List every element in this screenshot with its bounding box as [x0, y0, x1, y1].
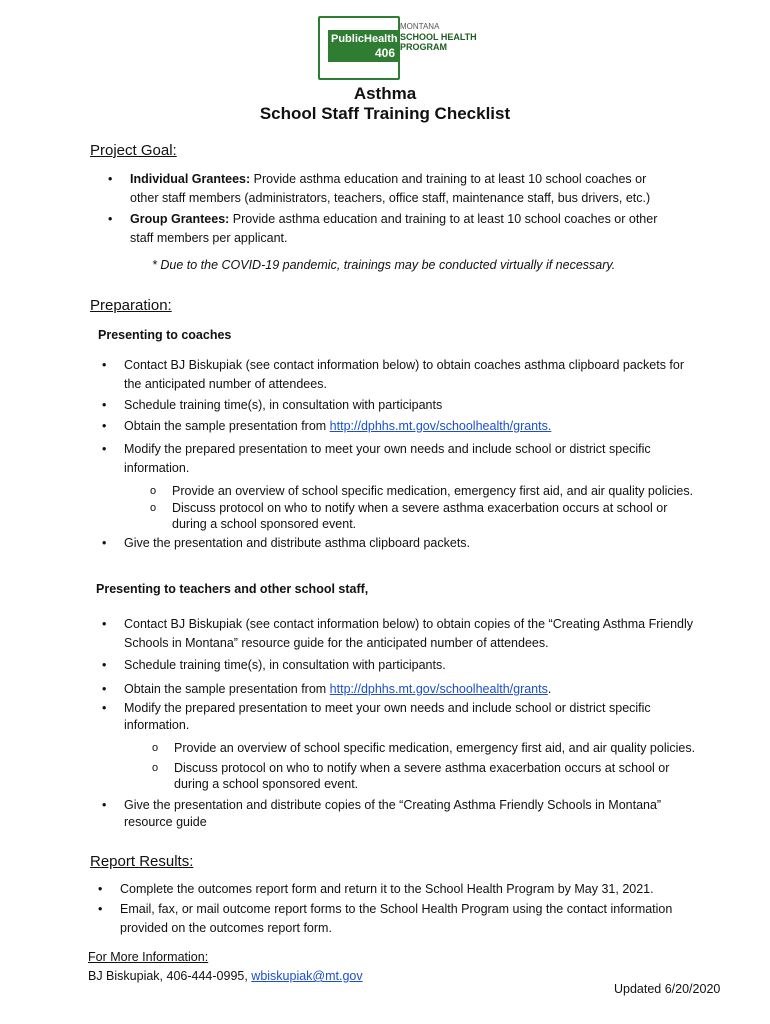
covid-note: * Due to the COVID-19 pandemic, trainings may be conducted virtually if necessary.	[152, 258, 616, 272]
report-results-heading: Report Results:	[90, 853, 194, 870]
teachers-item-schedule: • Schedule training time(s), in consultation with participants.	[124, 656, 704, 675]
coaches-item-obtain	[124, 417, 704, 436]
logo-line2: PROGRAM	[400, 42, 447, 52]
goal-item-individual-label: Individual Grantees:	[130, 172, 251, 186]
goal-item-individual-text: Provide asthma education and training to at least 10 school coaches or other staff members (administrators, teachers, office staff, maintenance staff, bus drivers, etc.)	[130, 172, 651, 205]
teachers-item-give: • Give the presentation and distribute copies of the “Creating Asthma Friendly Schools in Montana” resource guide	[124, 797, 684, 831]
doc-title-line1: Asthma	[353, 84, 417, 103]
teachers-subitem-overview: o Provide an overview of school specific medication, emergency first aid, and air quality policies.	[174, 740, 704, 756]
goal-item-group-text: Provide asthma education and training to at least 10 school coaches or other staff members per applicant.	[130, 212, 658, 245]
teachers-item-obtain	[124, 680, 704, 699]
teachers-grants-link[interactable]: http://dphhs.mt.gov/schoolhealth/grants	[329, 682, 548, 696]
logo-text-publichealth: PublicHealth	[331, 33, 398, 45]
coaches-item-give: • Give the presentation and distribute asthma clipboard packets.	[124, 534, 704, 553]
logo-text-406: 406	[374, 46, 395, 60]
coaches-item-contact: • Contact BJ Biskupiak (see contact information below) to obtain coaches asthma clipboard packets for the anticipated number of attendees.	[124, 356, 704, 394]
public-health-logo	[328, 30, 398, 62]
logo-outline	[318, 16, 400, 80]
coaches-item-schedule: • Schedule training time(s), in consultation with participants	[124, 396, 704, 415]
preparation-heading: Preparation:	[90, 297, 172, 314]
coaches-obtain-text: Obtain the sample presentation from	[124, 419, 330, 433]
doc-title-line2: School Staff Training Checklist	[259, 104, 511, 123]
more-info-heading: For More Information:	[88, 950, 209, 964]
teachers-obtain-text: Obtain the sample presentation from	[124, 682, 330, 696]
school-health-program-logo-text	[400, 22, 477, 52]
goal-item-group	[130, 210, 675, 248]
updated-date: Updated 6/20/2020	[614, 982, 721, 996]
logo-montana: MONTANA	[400, 22, 440, 31]
presenting-teachers-heading: Presenting to teachers and other school staff,	[96, 582, 369, 596]
contact-text: BJ Biskupiak, 406-444-0995,	[88, 969, 252, 983]
contact-email-link[interactable]: wbiskupiak@mt.gov	[251, 969, 363, 983]
teachers-obtain-period: .	[547, 682, 552, 696]
project-goal-heading: Project Goal:	[90, 142, 177, 159]
contact-line	[88, 969, 363, 983]
coaches-subitem-overview: o Provide an overview of school specific medication, emergency first aid, and air quality policies.	[172, 483, 702, 499]
coaches-grants-link[interactable]: http://dphhs.mt.gov/schoolhealth/grants.	[329, 419, 552, 433]
coaches-subitem-protocol: o Discuss protocol on who to notify when a severe asthma exacerbation occurs at school or during a school sponsored event.	[172, 500, 682, 532]
report-item-email: • Email, fax, or mail outcome report forms to the School Health Program using the contact information provided on the outcomes report form.	[120, 900, 700, 938]
logo-line1: SCHOOL HEALTH	[400, 32, 477, 42]
coaches-item-modify: • Modify the prepared presentation to meet your own needs and include school or district specific information.	[124, 440, 684, 478]
goal-item-group-label: Group Grantees:	[130, 212, 230, 226]
goal-item-individual	[130, 170, 675, 208]
teachers-subitem-protocol: o Discuss protocol on who to notify when a severe asthma exacerbation occurs at school or during a school sponsored event.	[174, 760, 684, 792]
teachers-item-contact: • Contact BJ Biskupiak (see contact information below) to obtain copies of the “Creating Asthma Friendly Schools in Montana” resource guide for the anticipated number of attendees.	[124, 615, 709, 653]
report-item-complete: • Complete the outcomes report form and return it to the School Health Program by May 31, 2021.	[120, 880, 700, 899]
presenting-coaches-heading: Presenting to coaches	[98, 328, 232, 342]
teachers-item-modify: • Modify the prepared presentation to meet your own needs and include school or district specific information.	[124, 700, 684, 734]
